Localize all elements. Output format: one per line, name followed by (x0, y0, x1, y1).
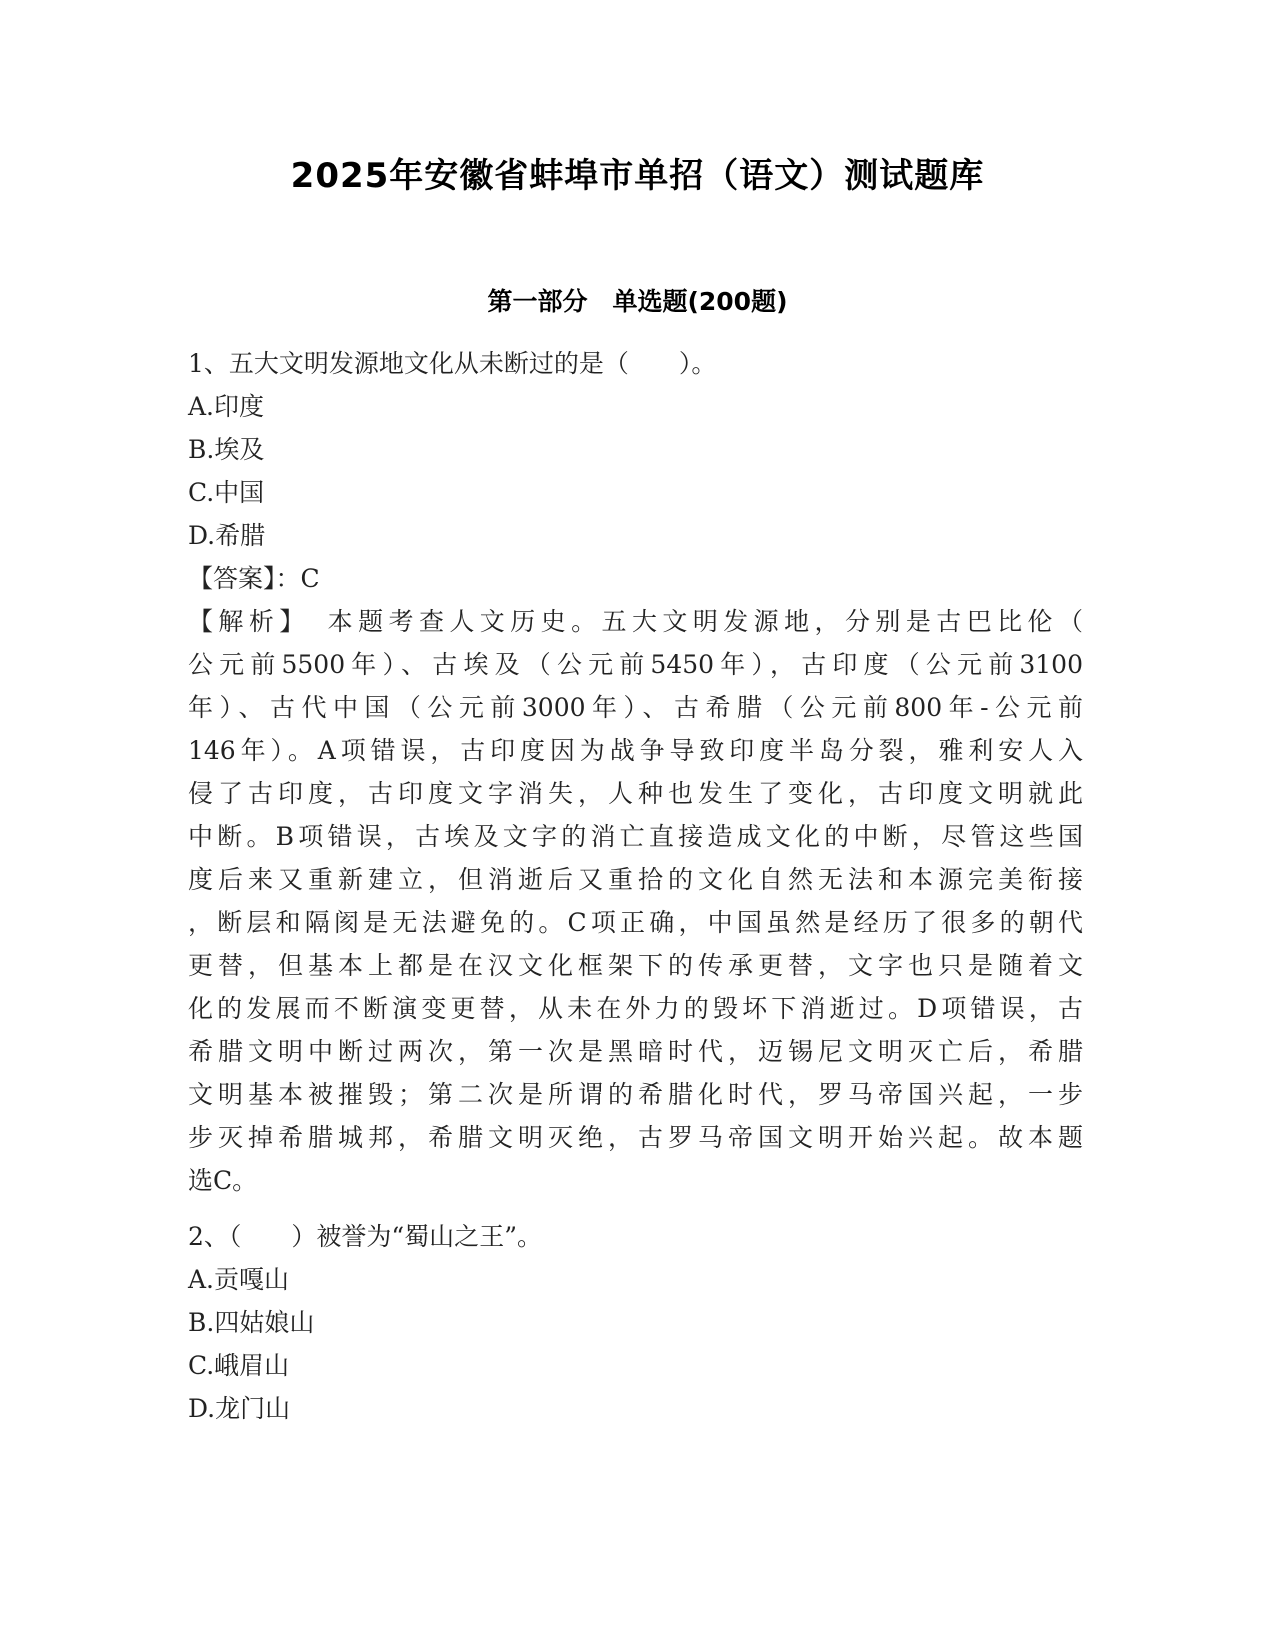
document-title: 2025年安徽省蚌埠市单招（语文）测试题库 (290, 156, 985, 196)
option-b: B.四姑娘山 (188, 1308, 315, 1337)
analysis-line: 【解析】 本题考查人文历史。五大文明发源地，分别是古巴比伦（ (188, 607, 1083, 636)
section-heading: 第一部分 单选题(200题) (487, 287, 788, 316)
analysis-line: 希腊文明中断过两次，第一次是黑暗时代，迈锡尼文明灭亡后，希腊 (188, 1037, 1083, 1066)
question-stem: 2、（ ）被誉为“蜀山之王”。 (188, 1222, 542, 1251)
question-1 (188, 342, 1083, 1202)
analysis-line: 年）、古代中国（公元前3000年）、古希腊（公元前800年-公元前 (188, 693, 1083, 722)
option-d: D.希腊 (188, 521, 266, 550)
analysis-line: 化的发展而不断演变更替，从未在外力的毁坏下消逝过。D项错误，古 (188, 994, 1083, 1023)
question-stem: 1、五大文明发源地文化从未断过的是（ ）。 (188, 349, 717, 378)
analysis-line: 146年）。A项错误，古印度因为战争导致印度半岛分裂，雅利安人入 (188, 736, 1083, 765)
analysis-line: 步灭掉希腊城邦，希腊文明灭绝，古罗马帝国文明开始兴起。故本题 (188, 1123, 1083, 1152)
analysis-line: 更替，但基本上都是在汉文化框架下的传承更替，文字也只是随着文 (188, 951, 1083, 980)
option-d: D.龙门山 (188, 1394, 291, 1423)
analysis (188, 600, 1083, 1202)
option-b: B.埃及 (188, 435, 265, 464)
analysis-line: 公元前5500年）、古埃及（公元前5450年），古印度（公元前3100 (188, 650, 1083, 679)
option-a: A.印度 (188, 392, 265, 421)
analysis-line: ，断层和隔阂是无法避免的。C项正确，中国虽然是经历了很多的朝代 (188, 908, 1083, 937)
analysis-line: 选C。 (188, 1166, 258, 1195)
question-2 (188, 1215, 1083, 1430)
analysis-line: 中断。B项错误，古埃及文字的消亡直接造成文化的中断，尽管这些国 (188, 822, 1083, 851)
analysis-line: 文明基本被摧毁；第二次是所谓的希腊化时代，罗马帝国兴起，一步 (188, 1080, 1083, 1109)
analysis-line: 度后来又重新建立，但消逝后又重拾的文化自然无法和本源完美衔接 (188, 865, 1083, 894)
analysis-line: 侵了古印度，古印度文字消失，人种也发生了变化，古印度文明就此 (188, 779, 1083, 808)
question-list (188, 342, 1083, 1430)
option-a: A.贡嘎山 (188, 1265, 290, 1294)
option-c: C.峨眉山 (188, 1351, 290, 1380)
option-c: C.中国 (188, 478, 265, 507)
answer: 【答案】：C (188, 564, 320, 593)
